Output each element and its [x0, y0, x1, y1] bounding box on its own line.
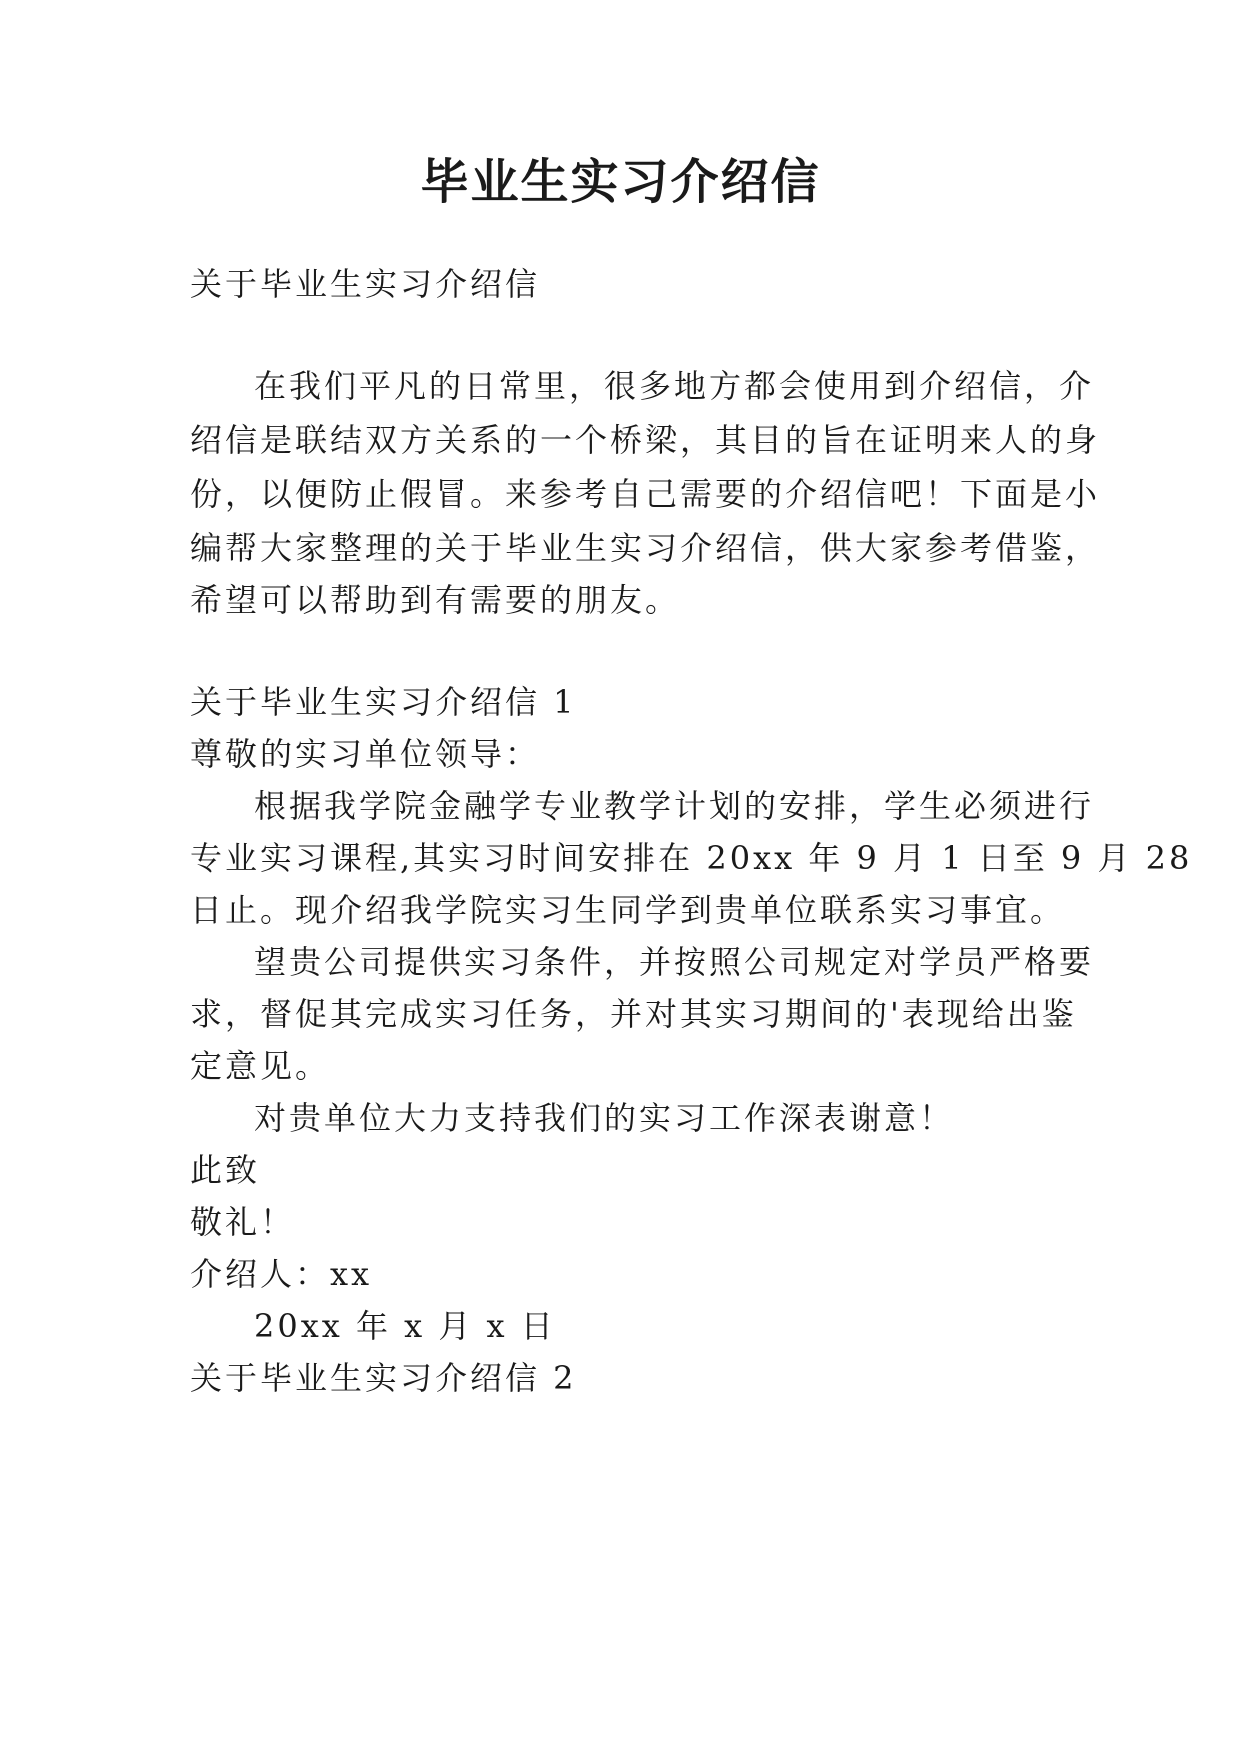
intro-line: 份，以便防止假冒。来参考自己需要的介绍信吧！下面是小 [190, 475, 1101, 513]
document-title: 毕业生实习介绍信 [420, 154, 821, 210]
intro-line: 编帮大家整理的关于毕业生实习介绍信，供大家参考借鉴， [190, 529, 1101, 567]
letter1-para2-line: 定意见。 [190, 1047, 331, 1085]
letter1-salutation: 尊敬的实习单位领导： [190, 735, 541, 773]
letter1-para2-line: 望贵公司提供实习条件，并按照公司规定对学员严格要 [254, 943, 1095, 981]
letter1-para1-line: 日止。现介绍我学院实习生同学到贵单位联系实习事宜。 [190, 891, 1066, 929]
intro-line: 绍信是联结双方关系的一个桥梁，其目的旨在证明来人的身 [190, 421, 1101, 459]
subtitle: 关于毕业生实习介绍信 [190, 265, 541, 303]
letter1-closing-2: 敬礼！ [190, 1203, 296, 1241]
letter1-para1-line: 专业实习课程,其实习时间安排在 20xx 年 9 月 1 日至 9 月 28 [190, 839, 1193, 877]
letter1-heading: 关于毕业生实习介绍信 1 [190, 683, 577, 721]
intro-line: 在我们平凡的日常里，很多地方都会使用到介绍信，介 [254, 367, 1095, 405]
letter1-thanks: 对贵单位大力支持我们的实习工作深表谢意！ [254, 1099, 955, 1137]
intro-line: 希望可以帮助到有需要的朋友。 [190, 581, 681, 619]
letter1-para2-line: 求，督促其完成实习任务，并对其实习期间的'表现给出鉴 [190, 995, 1077, 1033]
letter1-closing-1: 此致 [190, 1151, 261, 1189]
letter2-heading: 关于毕业生实习介绍信 2 [190, 1359, 577, 1397]
letter1-date: 20xx 年 x 月 x 日 [254, 1307, 556, 1345]
letter1-introducer: 介绍人：xx [190, 1255, 373, 1293]
letter1-para1-line: 根据我学院金融学专业教学计划的安排，学生必须进行 [254, 787, 1095, 825]
